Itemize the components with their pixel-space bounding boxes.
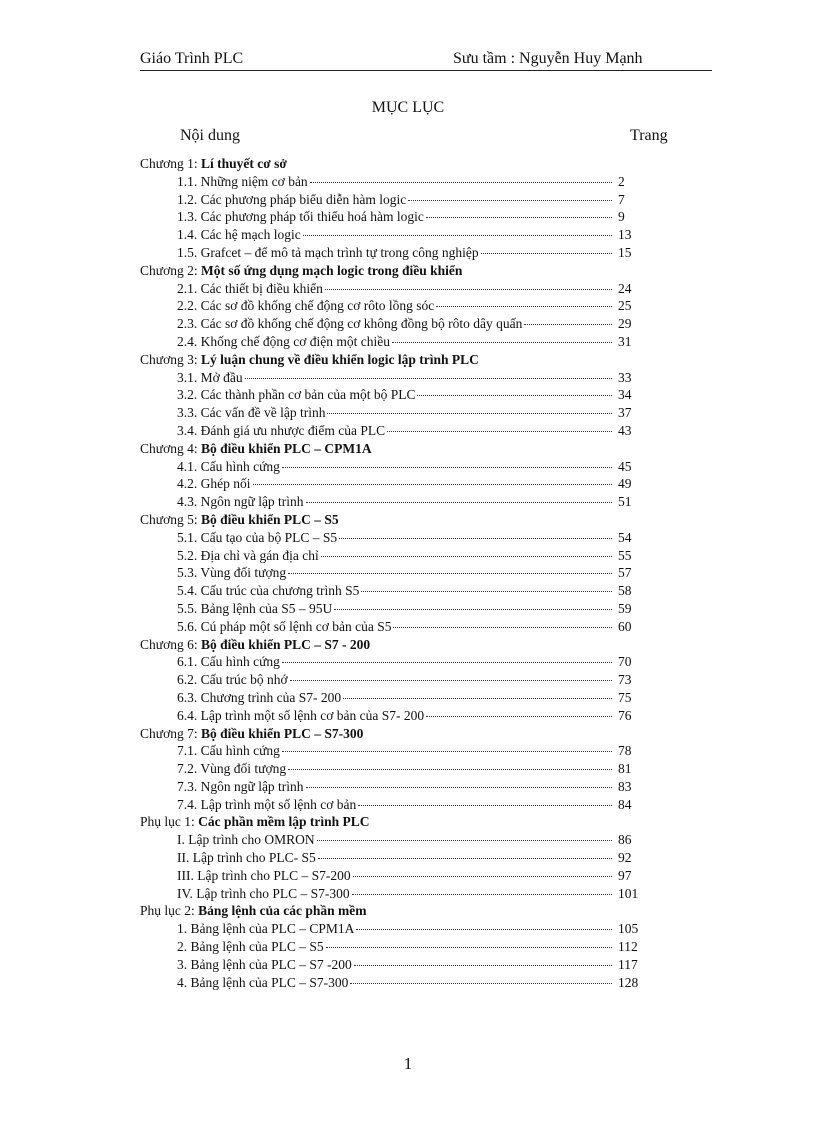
toc-entry-page: 105	[618, 921, 639, 937]
dot-leader	[361, 591, 612, 592]
header-course-title: Giáo Trình PLC	[140, 50, 244, 67]
dot-leader	[306, 502, 612, 503]
dot-leader	[356, 929, 612, 930]
toc-entry-page: 117	[618, 956, 638, 972]
dot-leader	[481, 253, 612, 254]
chapter-prefix: Chương 4:	[140, 440, 201, 456]
toc-entry[interactable]	[140, 458, 660, 476]
chapter-prefix: Chương 6:	[140, 636, 201, 652]
toc-entry-page: 25	[618, 298, 632, 314]
toc-entry-page: 81	[618, 761, 632, 777]
toc-entry-page: 58	[618, 583, 632, 599]
dot-leader	[327, 413, 612, 414]
toc-entry-page: 29	[618, 316, 632, 332]
page-number: 1	[403, 1054, 413, 1073]
toc-entry-label: 2. Bảng lệnh của PLC – S5	[177, 939, 324, 955]
toc-entry-label: 6.3. Chương trình của S7- 200	[177, 689, 342, 705]
toc-entry[interactable]	[140, 760, 660, 778]
chapter-heading[interactable]	[140, 636, 660, 654]
dot-leader	[343, 698, 612, 699]
toc-entry[interactable]	[140, 938, 660, 956]
toc-entry[interactable]	[140, 564, 660, 582]
toc-entry[interactable]	[140, 297, 660, 315]
toc-entry-label: 3.3. Các vấn đề về lập trình	[177, 405, 326, 421]
dot-leader	[317, 840, 612, 841]
toc-entry-label: 5.4. Cấu trúc của chương trình S5	[177, 583, 360, 599]
dot-leader	[288, 769, 612, 770]
chapter-prefix: Phụ lục 2:	[140, 903, 199, 919]
content-column-header: Nội dung	[180, 127, 240, 144]
toc-entry[interactable]	[140, 191, 660, 209]
toc-entry[interactable]	[140, 333, 660, 351]
page-header	[140, 50, 712, 71]
toc-entry-label: 1. Bảng lệnh của PLC – CPM1A	[177, 921, 355, 937]
chapter-prefix: Chương 7:	[140, 725, 201, 741]
toc-entry-label: 4.3. Ngôn ngữ lập trình	[177, 494, 304, 510]
toc-entry-label: 4. Bảng lệnh của PLC – S7-300	[177, 974, 349, 990]
toc-entry-page: 2	[618, 173, 625, 189]
chapter-prefix: Phụ lục 1:	[140, 814, 199, 830]
toc-entry-label: 1.3. Các phương pháp tối thiểu hoá hàm logic	[177, 209, 424, 225]
dot-leader	[436, 306, 612, 307]
dot-leader	[306, 787, 612, 788]
toc-entry[interactable]	[140, 547, 660, 565]
toc-entry-page: 83	[618, 778, 632, 794]
toc-entry-label: 5.3. Vùng đối tượng	[177, 565, 287, 581]
toc-entry-label: 3.2. Các thành phần cơ bản của một bộ PLC	[177, 387, 416, 403]
toc-entry-page: 75	[618, 689, 632, 705]
toc-entry-label: 7.1. Cấu hình cứng	[177, 743, 280, 759]
toc-entry-label: 3.4. Đánh giá ưu nhược điểm của PLC	[177, 422, 386, 438]
toc-entry-page: 13	[618, 227, 632, 243]
toc-entry[interactable]	[140, 582, 660, 600]
page-column-header: Trang	[630, 127, 668, 144]
chapter-title: Bộ điều khiển PLC – S5	[200, 511, 339, 527]
dot-leader	[524, 324, 612, 325]
toc-entry[interactable]	[140, 742, 660, 760]
toc-entry-page: 86	[618, 832, 632, 848]
toc-entry-label: III. Lập trình cho PLC – S7-200	[177, 867, 351, 883]
toc-entry-page: 9	[618, 209, 625, 225]
toc-entry-page: 7	[618, 191, 625, 207]
toc-entry-label: 2.4. Khống chế động cơ điện một chiều	[177, 333, 390, 349]
toc-entry-label: 7.2. Vùng đối tượng	[177, 761, 287, 777]
chapter-prefix: Chương 3:	[140, 351, 201, 367]
toc-entry-label: 1.5. Grafcet – để mô tả mạch trình tự trong công nghiệp	[177, 244, 479, 260]
chapter-heading[interactable]	[140, 902, 660, 920]
toc-entry-label: 2.1. Các thiết bị điều khiển	[177, 280, 323, 296]
toc-entry[interactable]	[140, 529, 660, 547]
toc-entry-page: 78	[618, 743, 632, 759]
toc-entry-page: 49	[618, 476, 632, 492]
toc-entry-label: 2.2. Các sơ đồ khống chế động cơ rôto lồng sóc	[177, 298, 435, 314]
dot-leader	[303, 235, 612, 236]
toc-entry-label: I. Lập trình cho OMRON	[177, 832, 315, 848]
toc-entry-label: 3. Bảng lệnh của PLC – S7 -200	[177, 956, 352, 972]
chapter-title: Bảng lệnh của các phần mềm	[198, 903, 367, 919]
toc-entry[interactable]	[140, 920, 660, 938]
toc-entry[interactable]	[140, 475, 660, 493]
toc-entry-page: 15	[618, 244, 632, 260]
toc-entry[interactable]	[140, 885, 660, 903]
toc-entry[interactable]	[140, 689, 660, 707]
dot-leader	[282, 662, 612, 663]
toc-entry-page: 24	[618, 280, 632, 296]
toc-entry[interactable]	[140, 226, 660, 244]
toc-entry-page: 76	[618, 707, 632, 723]
toc-entry-label: IV. Lập trình cho PLC – S7-300	[177, 885, 350, 901]
chapter-title: Lý luận chung về điều khiển logic lập trình PLC	[200, 351, 479, 367]
toc-entry[interactable]	[140, 796, 660, 814]
toc-entry-label: 7.3. Ngôn ngữ lập trình	[177, 778, 304, 794]
toc-entry-page: 54	[618, 529, 632, 545]
toc-entry[interactable]	[140, 849, 660, 867]
toc-entry-label: 5.5. Bảng lệnh của S5 – 95U	[177, 600, 333, 616]
toc-entry-label: 2.3. Các sơ đồ khống chế động cơ không đồng bộ rôto dây quấn	[177, 316, 523, 332]
dot-leader	[352, 894, 612, 895]
dot-leader	[339, 538, 612, 539]
toc-entry-label: 1.1. Những niệm cơ bản	[177, 173, 308, 189]
toc-entry-page: 57	[618, 565, 632, 581]
toc-entry-label: II. Lập trình cho PLC- S5	[177, 850, 316, 866]
toc-entry[interactable]	[140, 653, 660, 671]
toc-entry-label: 7.4. Lập trình một số lệnh cơ bản	[177, 796, 357, 812]
chapter-title: Bộ điều khiển PLC – S7 - 200	[200, 636, 371, 652]
toc-entry[interactable]	[140, 173, 660, 191]
dot-leader	[387, 431, 612, 432]
dot-leader	[334, 609, 612, 610]
dot-leader	[350, 983, 612, 984]
toc-title: MỤC LỤC	[371, 99, 445, 116]
toc-entry-page: 70	[618, 654, 632, 670]
toc-entry[interactable]	[140, 280, 660, 298]
toc-entry-label: 6.1. Cấu hình cứng	[177, 654, 280, 670]
chapter-title: Bộ điều khiển PLC – CPM1A	[200, 440, 372, 456]
toc-entry-label: 4.2. Ghép nối	[177, 476, 251, 492]
dot-leader	[290, 680, 612, 681]
dot-leader	[354, 965, 612, 966]
toc-entry[interactable]	[140, 493, 660, 511]
chapter-heading[interactable]	[140, 813, 660, 831]
chapter-prefix: Chương 2:	[140, 262, 201, 278]
toc-entry[interactable]	[140, 369, 660, 387]
header-compiler: Sưu tầm : Nguyễn Huy Mạnh	[453, 50, 643, 67]
dot-leader	[426, 217, 612, 218]
toc-entry-label: 6.4. Lập trình một số lệnh cơ bản của S7- 200	[177, 707, 425, 723]
toc-entry-page: 59	[618, 600, 632, 616]
chapter-title: Một số ứng dụng mạch logic trong điều khiển	[200, 262, 463, 278]
chapter-title: Lí thuyết cơ sở	[200, 156, 287, 171]
toc-entry-page: 128	[618, 974, 639, 990]
chapter-heading[interactable]	[140, 262, 660, 280]
toc-entry[interactable]	[140, 618, 660, 636]
chapter-heading[interactable]	[140, 155, 660, 173]
chapter-prefix: Chương 5:	[140, 511, 201, 527]
toc-entry[interactable]	[140, 707, 660, 725]
toc-entry-page: 43	[618, 422, 632, 438]
dot-leader	[392, 342, 612, 343]
chapter-title: Các phần mềm lập trình PLC	[198, 814, 370, 830]
toc-entry-page: 112	[618, 939, 638, 955]
toc-entry-label: 6.2. Cấu trúc bộ nhớ	[177, 672, 288, 688]
toc-entry-page: 60	[618, 618, 632, 634]
toc-entry[interactable]	[140, 956, 660, 974]
toc-entry[interactable]	[140, 315, 660, 333]
toc-entry-page: 51	[618, 494, 632, 510]
toc-entry[interactable]	[140, 386, 660, 404]
toc-entry-page: 31	[618, 333, 632, 349]
toc-entry[interactable]	[140, 404, 660, 422]
dot-leader	[321, 556, 612, 557]
toc-entry-label: 5.6. Cú pháp một số lệnh cơ bản của S5	[177, 618, 392, 634]
chapter-heading[interactable]	[140, 725, 660, 743]
table-of-contents	[140, 155, 660, 991]
dot-leader	[325, 289, 612, 290]
toc-entry[interactable]	[140, 831, 660, 849]
toc-entry-label: 3.1. Mở đầu	[177, 369, 243, 385]
toc-entry-page: 45	[618, 458, 632, 474]
toc-entry[interactable]	[140, 244, 660, 262]
toc-entry[interactable]	[140, 600, 660, 618]
chapter-heading[interactable]	[140, 511, 660, 529]
toc-entry-page: 34	[618, 387, 632, 403]
dot-leader	[282, 467, 612, 468]
toc-entry-label: 5.2. Địa chỉ và gán địa chỉ	[177, 547, 319, 563]
dot-leader	[408, 200, 612, 201]
dot-leader	[282, 751, 612, 752]
toc-entry[interactable]	[140, 867, 660, 885]
chapter-title: Bộ điều khiển PLC – S7-300	[200, 725, 364, 741]
dot-leader	[310, 182, 612, 183]
toc-entry[interactable]	[140, 974, 660, 992]
toc-entry-label: 1.4. Các hệ mạch logic	[177, 227, 301, 243]
toc-entry-page: 84	[618, 796, 632, 812]
dot-leader	[245, 378, 612, 379]
dot-leader	[253, 484, 613, 485]
dot-leader	[417, 395, 612, 396]
dot-leader	[288, 573, 612, 574]
dot-leader	[318, 858, 612, 859]
toc-entry-page: 55	[618, 547, 632, 563]
toc-entry-page: 73	[618, 672, 632, 688]
toc-entry-page: 92	[618, 850, 632, 866]
toc-entry-page: 33	[618, 369, 632, 385]
toc-entry-page: 37	[618, 405, 632, 421]
dot-leader	[393, 627, 612, 628]
toc-entry-label: 4.1. Cấu hình cứng	[177, 458, 280, 474]
toc-entry-page: 97	[618, 867, 632, 883]
toc-entry[interactable]	[140, 671, 660, 689]
toc-entry-page: 101	[618, 885, 639, 901]
dot-leader	[326, 947, 612, 948]
dot-leader	[358, 805, 612, 806]
toc-entry-label: 5.1. Cấu tạo của bộ PLC – S5	[177, 529, 338, 545]
toc-entry[interactable]	[140, 778, 660, 796]
chapter-heading[interactable]	[140, 351, 660, 369]
chapter-prefix: Chương 1:	[140, 156, 201, 171]
toc-entry[interactable]	[140, 422, 660, 440]
toc-entry-label: 1.2. Các phương pháp biểu diễn hàm logic	[177, 191, 407, 207]
dot-leader	[426, 716, 612, 717]
dot-leader	[353, 876, 612, 877]
toc-entry[interactable]	[140, 208, 660, 226]
chapter-heading[interactable]	[140, 440, 660, 458]
